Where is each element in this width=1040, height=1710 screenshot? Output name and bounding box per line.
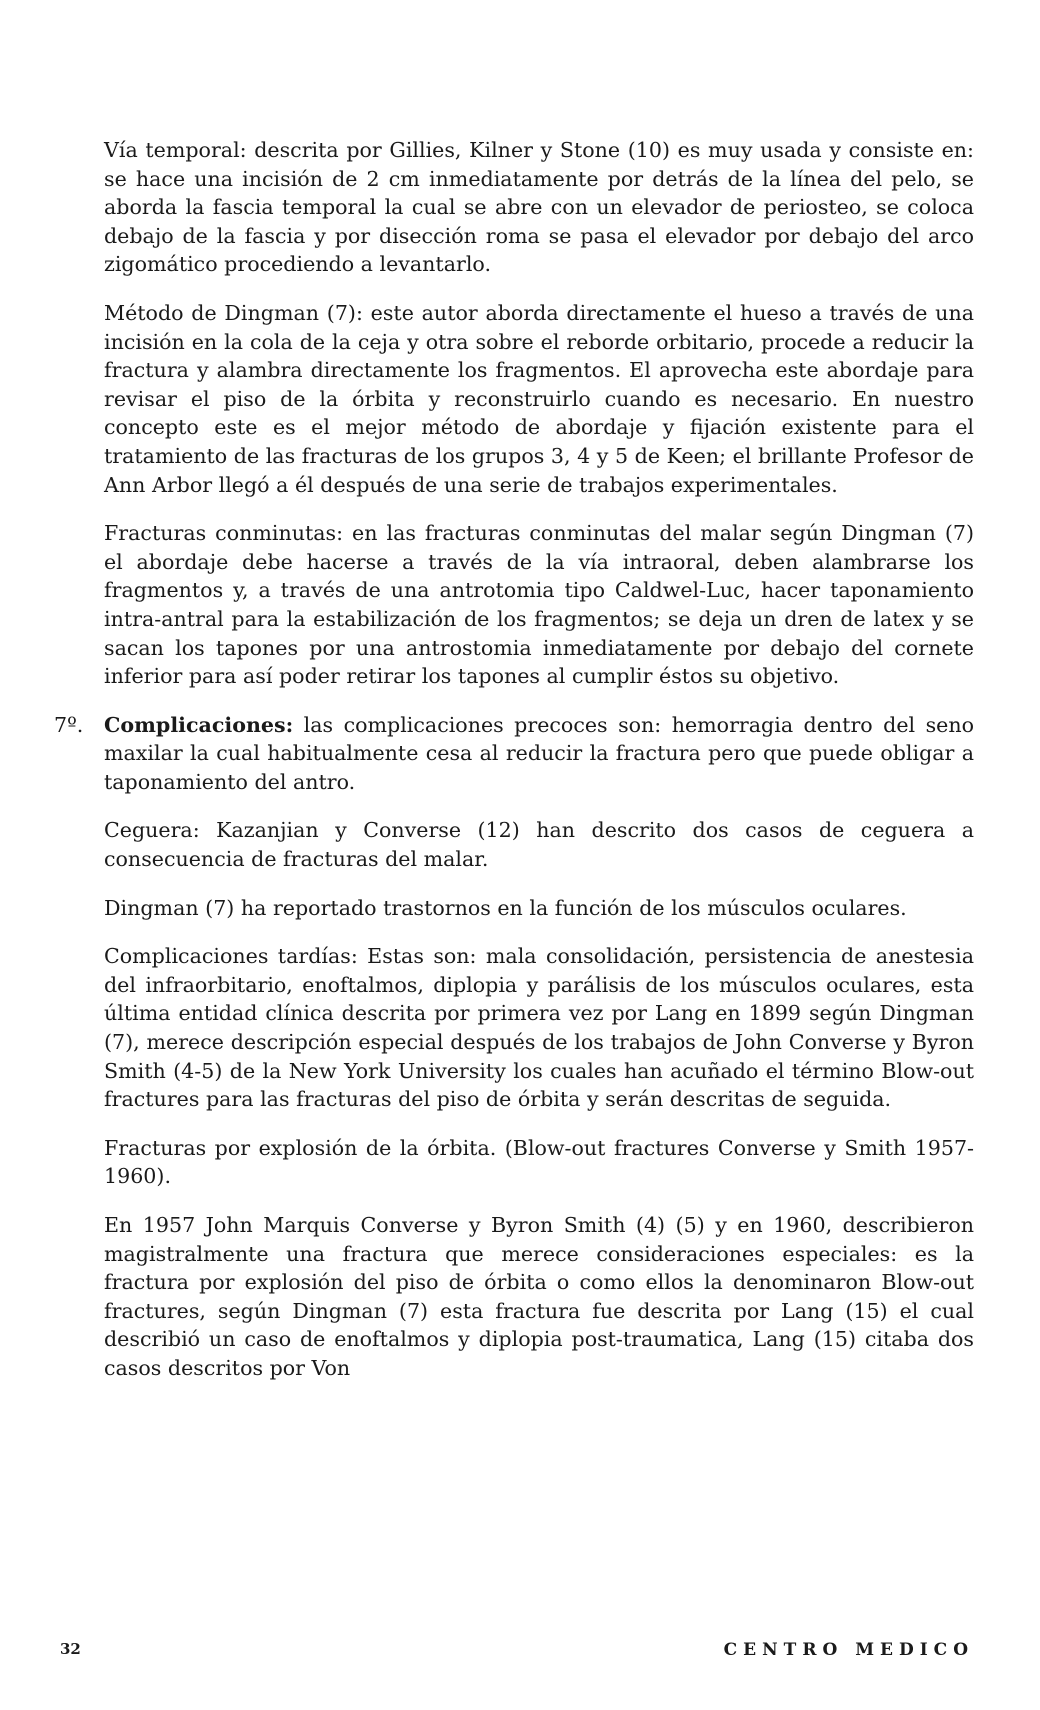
paragraph-complicaciones-text: las complicaciones precoces son: hemorragia dentro del seno maxilar la cual habitualmente cesa al reducir la fractura pero que puede obligar a taponamiento del antro. bbox=[104, 712, 974, 794]
journal-name: CENTRO MEDICO bbox=[723, 1640, 974, 1660]
paragraph-converse-smith: En 1957 John Marquis Converse y Byron Smith (4) (5) y en 1960, describieron magistralmente una fractura que merece consideraciones especiales: es la fractura por explosión del piso de órbita o como ellos la denominaron Blow-out fractures, según Dingman (7) esta fractura fue descrita por Lang (15) el cual describió un caso de enoftalmos y diplopia post-traumatica, Lang (15) citaba dos casos descritos por Von bbox=[104, 1213, 974, 1380]
paragraph-fracturas-conminutas: Fracturas conminutas: en las fracturas conminutas del malar según Dingman (7) el abordaje debe hacerse a través de la vía intraoral, deben alambrarse los fragmentos y, a través de una antrotomia tipo Caldwel-Luc, hacer taponamiento intra-antral para la estabilización de los fragmentos; se deja un dren de latex y se sacan los tapones por una antrostomia inmediatamente por debajo del cornete inferior para así poder retirar los tapones al cumplir éstos su objetivo. bbox=[104, 521, 974, 689]
section-complicaciones bbox=[54, 711, 974, 797]
page-content bbox=[54, 136, 974, 1403]
page-number: 32 bbox=[60, 1640, 81, 1658]
paragraph-dingman-trastornos: Dingman (7) ha reportado trastornos en la función de los músculos oculares. bbox=[104, 895, 907, 920]
paragraph-ceguera: Ceguera: Kazanjian y Converse (12) han descrito dos casos de ceguera a consecuencia de fracturas del malar. bbox=[104, 818, 974, 872]
paragraph-via-temporal: Vía temporal: descrita por Gillies, Kilner y Stone (10) es muy usada y consiste en: se hace una incisión de 2 cm inmediatamente por detrás de la línea del pelo, se aborda la fascia temporal la cual se abre con un elevador de periosteo, se coloca debajo de la fascia y por disección roma se pasa el elevador por debajo del arco zigomático procediendo a levantarlo. bbox=[104, 138, 974, 277]
paragraph-complicaciones bbox=[104, 711, 974, 797]
paragraph-complicaciones-tardias: Complicaciones tardías: Estas son: mala consolidación, persistencia de anestesia del infraorbitario, enoftalmos, diplopia y parálisis de los músculos oculares, esta última entidad clínica descrita por primera vez por Lang en 1899 según Dingman (7), merece descripción especial después de los trabajos de John Converse y Byron Smith (4-5) de la New York University los cuales han acuñado el término Blow-out fractures para las fracturas del piso de órbita y serán descritas de seguida. bbox=[104, 944, 974, 1112]
page-footer bbox=[60, 1640, 974, 1670]
paragraph-metodo-dingman: Método de Dingman (7): este autor aborda directamente el hueso a través de una incisión en la cola de la ceja y otra sobre el reborde orbitario, procede a reducir la fractura y alambra directamente los fragmentos. El aprovecha este abordaje para revisar el piso de la órbita y reconstruirlo cuando es necesario. En nuestro concepto este es el mejor método de abordaje y fijación existente para el tratamiento de las fracturas de los grupos 3, 4 y 5 de Keen; el brillante Profesor de Ann Arbor llegó a él después de una serie de trabajos experimentales. bbox=[104, 300, 974, 497]
paragraph-fracturas-explosion: Fracturas por explosión de la órbita. (Blow-out fractures Converse y Smith 1957-1960). bbox=[104, 1135, 974, 1189]
section-heading: Complicaciones: bbox=[104, 712, 294, 737]
section-number: 7º. bbox=[54, 712, 84, 737]
